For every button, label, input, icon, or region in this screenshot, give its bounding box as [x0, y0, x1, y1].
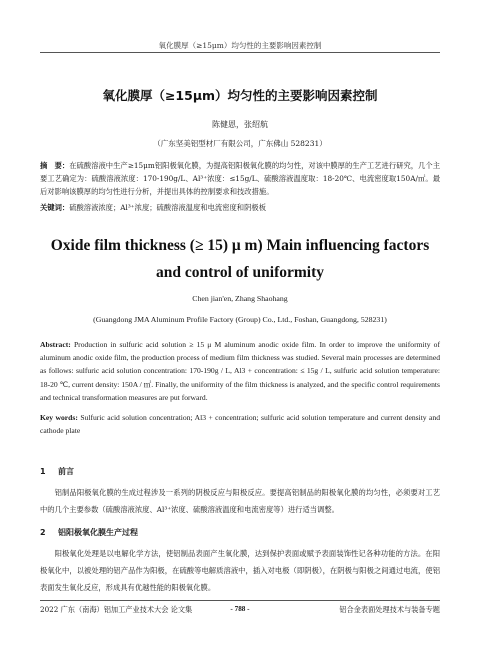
page-footer: [40, 605, 440, 617]
chinese-abstract: [40, 159, 440, 198]
section-heading-1: [40, 466, 74, 477]
chinese-title: 氧化膜厚（≥15μm）均匀性的主要影响因素控制: [102, 88, 378, 103]
page-number: - 788 -: [230, 605, 250, 613]
header-rule: [40, 52, 440, 53]
footer-rule: [40, 600, 440, 601]
english-abstract-label: Abstract:: [40, 340, 71, 349]
english-abstract-text: Production in sulfuric acid solution ≥ 15 μ M aluminum anodic oxide film. In order to improve the uniformity of aluminum anodic oxide film, the production process of medium film thickness was studied. Several main processes are determined as follows: sulfuric acid solution concentration: 170-190g / L, Al3 + concentration: ≤ 15g / L, sulfuric acid solution temperature: 18-20 ℃, current density: 150A / ㎡. Finally, the uniformity of the film thickness is analyzed, and the specific control requirements and technical transformation measures are put forward.: [40, 340, 440, 402]
section-number: 1: [40, 467, 46, 476]
section-heading-2: [40, 527, 138, 538]
footer-proceedings: 2022 广东（南海）铝加工产业技术大会 论文集: [40, 605, 193, 614]
section-title: 铝阳极氧化膜生产过程: [58, 528, 138, 537]
english-keywords: [40, 411, 440, 437]
english-keywords-text: Sulfuric acid solution concentration; Al3 + concentration; sulfuric acid solution temperature and current density and cathode plate: [40, 413, 440, 436]
chinese-keywords-text: 硫酸溶液浓度；Al³⁺浓度；硫酸溶液温度和电流密度和阴极板: [69, 203, 266, 212]
chinese-authors: 陈健恩，张绍航: [212, 120, 268, 129]
section-number: 2: [40, 528, 46, 537]
chinese-keywords-label: 关键词：: [40, 203, 70, 212]
english-keywords-label: Key words:: [40, 413, 78, 422]
running-head: 氧化膜厚（≥15μm）均匀性的主要影响因素控制: [158, 41, 322, 50]
section-paragraph-2: 阳极氧化处理是以电解化学方法，使铝制品表面产生氧化膜，达到保护表面或赋予表面装饰性记各种功能的方法。在阳极氧化中，以被处理的铝产品作为阳极，在硫酸等电解质溶液中，插入对电极（即阴极），在阴极与阳极之间通过电流，使铝表面发生氧化反应，形成具有优越性能的阳极氧化膜。: [40, 549, 440, 592]
english-title: Oxide film thickness (≥ 15) μ m) Main influencing factors and control of uniformity: [50, 237, 430, 281]
footer-topic: 铝合金表面处理技术与装备专题: [339, 605, 440, 614]
section-paragraph-1: 铝制品阳极氧化膜的生成过程涉及一系列的阴极反应与阳极反应。要提高铝制品的阳极氧化膜的均匀性，必须要对工艺中的几个主要参数（硫酸溶液浓度、Al³⁺浓度、硫酸溶液温度和电流密度等）进行适当调整。: [40, 488, 440, 514]
chinese-keywords: [40, 201, 440, 214]
english-abstract: [40, 338, 440, 404]
chinese-affiliation: （广东坚美铝型材厂有限公司，广东佛山 528231）: [153, 139, 327, 148]
chinese-abstract-text: 在硫酸溶液中生产≥15μm铝阳极氧化膜，为提高铝阳极氧化膜的均匀性，对该中膜厚的生产工艺进行研究，几个主要工艺确定为：硫酸溶液浓度：170-190g/L、Al³⁺浓度：≤15g/L、硫酸溶液温度取：18-20℃、电流密度取150A/㎡。最后对影响该膜厚的均匀性进行分析，并提出具体的控制要求和技改措施。: [40, 161, 440, 196]
english-authors: Chen jian'en, Zhang Shaohang: [192, 294, 288, 303]
english-affiliation: (Guangdong JMA Aluminum Profile Factory (Group) Co., Ltd., Foshan, Guangdong, 528231): [93, 315, 387, 324]
chinese-abstract-label: 摘 要：: [40, 161, 70, 170]
section-title: 前言: [58, 467, 74, 476]
